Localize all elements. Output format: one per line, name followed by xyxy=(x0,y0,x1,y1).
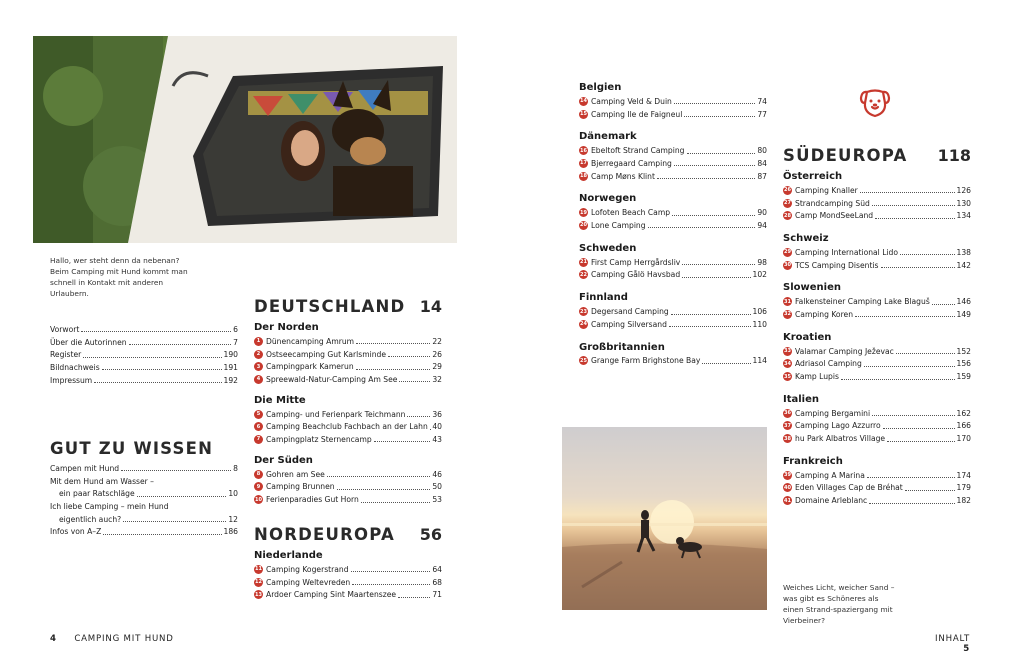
toc-entry[interactable] xyxy=(50,361,238,374)
page-number: 5 xyxy=(963,644,970,654)
dot-leader xyxy=(702,356,750,364)
toc-entry[interactable] xyxy=(50,348,238,361)
toc-entry[interactable] xyxy=(579,206,767,219)
entry-number-badge: 1 xyxy=(254,337,263,346)
entry-label: Degersand Camping xyxy=(591,307,669,317)
entry-page: 98 xyxy=(757,257,767,267)
entry-label: Camping Lago Azzurro xyxy=(795,421,881,431)
entry-number-badge: 4 xyxy=(254,375,263,384)
entry-number-badge: 9 xyxy=(254,482,263,491)
entry-label: Adriasol Camping xyxy=(795,359,862,369)
entry-number-badge: 16 xyxy=(580,147,587,154)
entry-label: Valamar Camping Ježevac xyxy=(795,346,894,356)
entry-label: Infos von A–Z xyxy=(50,527,102,537)
entry-label: Dünencamping Amrum xyxy=(266,336,355,346)
dot-leader xyxy=(102,362,222,370)
toc-entry[interactable] xyxy=(783,407,971,420)
entry-label: Camping Weltevreden xyxy=(266,577,351,587)
entry-page: 53 xyxy=(432,495,442,505)
toc-entry[interactable] xyxy=(783,259,971,272)
entry-number-badge: 31 xyxy=(784,298,791,305)
entry-page: 159 xyxy=(956,372,971,382)
section-title: DEUTSCHLAND xyxy=(254,297,406,316)
entry-page: 191 xyxy=(223,362,238,372)
group-heading: Der Süden xyxy=(254,454,313,466)
entry-label: Ferienparadies Gut Horn xyxy=(266,495,359,505)
entry-page: 40 xyxy=(432,422,442,432)
entry-page: 7 xyxy=(233,337,238,347)
entry-label: Bildnachweis xyxy=(50,362,100,372)
dot-leader xyxy=(864,359,955,367)
dot-leader xyxy=(905,483,955,491)
group-heading: Kroatien xyxy=(783,331,832,343)
entry-page: 110 xyxy=(752,319,767,329)
entry-page: 138 xyxy=(956,247,971,257)
entry-label: Bjerregaard Camping xyxy=(591,158,672,168)
entry-page: 10 xyxy=(228,489,238,499)
entry-label: Campingplatz Sternencamp xyxy=(266,434,372,444)
entry-number-badge: 20 xyxy=(580,222,587,229)
entry-label: Camping Ile de Faigneul xyxy=(591,109,683,119)
entry-label: Camping Brunnen xyxy=(266,482,335,492)
entry-number-badge: 25 xyxy=(580,357,587,364)
toc-entry[interactable] xyxy=(783,432,971,445)
entry-label: hu Park Albatros Village xyxy=(795,434,886,444)
toc-entry[interactable] xyxy=(579,318,767,331)
footer-right xyxy=(912,634,970,654)
entry-label: Camping Veld & Duin xyxy=(591,96,672,106)
entry-label: Vorwort xyxy=(50,324,80,334)
toc-entry[interactable] xyxy=(783,420,971,433)
entry-label: Eden Villages Cap de Bréhat xyxy=(795,483,903,493)
toc-entry[interactable] xyxy=(254,433,442,446)
group-heading: Frankreich xyxy=(783,455,843,467)
entry-number-badge: 10 xyxy=(255,496,262,503)
dot-leader xyxy=(682,270,750,278)
toc-entry[interactable] xyxy=(254,493,442,506)
entry-number-badge: 2 xyxy=(254,350,263,359)
group-heading: Die Mitte xyxy=(254,394,306,406)
entry-label: Spreewald-Natur-Camping Am See xyxy=(266,374,398,384)
footer-left xyxy=(50,634,174,644)
group-heading: Großbritannien xyxy=(579,341,665,353)
beach-illustration xyxy=(562,427,767,610)
entry-page: 8 xyxy=(233,463,238,473)
dot-leader xyxy=(356,362,431,370)
dot-leader xyxy=(671,307,751,315)
dot-leader xyxy=(129,337,232,345)
dot-leader xyxy=(657,171,755,179)
toc-entry[interactable] xyxy=(579,305,767,318)
toc-entry[interactable] xyxy=(254,408,442,421)
entry-number-badge: 17 xyxy=(580,160,587,167)
toc-entry[interactable] xyxy=(579,108,767,121)
entry-label: Camp MondSeeLand xyxy=(795,211,874,221)
entry-page: 77 xyxy=(757,109,767,119)
entry-number-badge: 23 xyxy=(580,308,587,315)
entry-number-badge: 6 xyxy=(254,422,263,431)
dot-leader xyxy=(356,336,430,344)
toc-entry[interactable] xyxy=(254,468,442,481)
entry-label: ein paar Ratschläge xyxy=(59,489,135,499)
group-heading: Italien xyxy=(783,393,820,405)
entry-label: Falkensteiner Camping Lake Blaguš xyxy=(795,297,930,307)
entry-label: Ardoer Camping Sint Maartenszee xyxy=(266,590,397,600)
entry-number-badge: 29 xyxy=(784,249,791,256)
entry-number-badge: 21 xyxy=(580,259,587,266)
toc-entry[interactable] xyxy=(254,348,442,361)
entry-page: 26 xyxy=(432,349,442,359)
entry-label: Camping Kogerstrand xyxy=(266,564,349,574)
dot-leader xyxy=(374,434,431,442)
entry-label: Camping Koren xyxy=(795,309,854,319)
gut-zu-wissen-list xyxy=(50,462,238,538)
entry-label: Camping- und Ferienpark Teichmann xyxy=(266,409,406,419)
nordeuropa-list-left xyxy=(254,550,442,601)
dot-leader xyxy=(883,421,955,429)
toc-entry[interactable] xyxy=(579,219,767,232)
entry-number-badge: 34 xyxy=(784,360,791,367)
front-matter-list xyxy=(50,323,238,386)
entry-page: 94 xyxy=(757,220,767,230)
dot-leader xyxy=(81,324,231,332)
entry-number-badge: 37 xyxy=(784,422,791,429)
dot-leader xyxy=(399,374,430,382)
entry-label: Ich liebe Camping – mein Hund xyxy=(50,501,169,511)
entry-page: 90 xyxy=(757,208,767,218)
dot-leader xyxy=(137,489,227,497)
entry-number-badge: 32 xyxy=(784,311,791,318)
section-page: 14 xyxy=(419,297,442,316)
entry-label: Camping International Lido xyxy=(795,247,899,257)
entry-page: 149 xyxy=(956,309,971,319)
entry-label: Impressum xyxy=(50,375,93,385)
entry-label: Über die Autorinnen xyxy=(50,337,127,347)
group-heading: Österreich xyxy=(783,171,843,182)
entry-label: Strandcamping Süd xyxy=(795,198,870,208)
entry-label: Camping Beachclub Fachbach an der Lahn xyxy=(266,422,428,432)
toc-entry[interactable] xyxy=(254,335,442,348)
section-heading-nordeuropa xyxy=(254,525,442,544)
entry-number-badge: 40 xyxy=(784,484,791,491)
dot-leader xyxy=(867,470,955,478)
group-heading: Schweden xyxy=(579,242,637,254)
van-illustration xyxy=(33,36,457,243)
entry-page: 152 xyxy=(956,346,971,356)
entry-number-badge: 30 xyxy=(784,262,791,269)
toc-entry[interactable] xyxy=(50,525,238,538)
van-caption: Hallo, wer steht denn da nebenan? Beim Camping mit Hund kommt man schnell in Kontakt mit anderen Urlaubern. xyxy=(50,256,188,298)
toc-entry[interactable] xyxy=(254,481,442,494)
entry-label: Kamp Lupis xyxy=(795,372,839,382)
dot-leader xyxy=(674,158,755,166)
dot-leader xyxy=(869,496,954,504)
entry-page: 80 xyxy=(757,146,767,156)
dot-leader xyxy=(103,527,221,535)
toc-entry[interactable] xyxy=(254,576,442,589)
toc-entry[interactable] xyxy=(50,323,238,336)
entry-page: 74 xyxy=(757,96,767,106)
section-page: 56 xyxy=(419,525,442,544)
entry-page: 87 xyxy=(757,171,767,181)
entry-page: 186 xyxy=(223,527,238,537)
entry-number-badge: 26 xyxy=(784,187,791,194)
toc-entry[interactable] xyxy=(783,209,971,222)
entry-label: Mit dem Hund am Wasser – xyxy=(50,476,154,486)
dot-leader xyxy=(352,577,430,585)
entry-page: 32 xyxy=(432,374,442,384)
toc-entry[interactable] xyxy=(254,588,442,601)
running-title: CAMPING MIT HUND xyxy=(74,634,174,644)
entry-label: Campingpark Kamerun xyxy=(266,362,354,372)
section-title: SÜDEUROPA xyxy=(783,146,908,165)
entry-page: 84 xyxy=(757,158,767,168)
dot-leader xyxy=(94,375,221,383)
section-page: 118 xyxy=(937,146,971,165)
toc-entry[interactable] xyxy=(50,336,238,349)
toc-entry[interactable] xyxy=(579,269,767,282)
entry-number-badge: 33 xyxy=(784,348,791,355)
page-number: 4 xyxy=(50,634,57,644)
section-heading-gut-zu-wissen xyxy=(50,439,238,458)
nordeuropa-list-right xyxy=(579,82,767,367)
entry-label: TCS Camping Disentis xyxy=(795,260,879,270)
entry-page: 50 xyxy=(432,482,442,492)
dot-leader xyxy=(337,482,431,490)
entry-page: 126 xyxy=(956,185,971,195)
group-heading: Finnland xyxy=(579,292,628,304)
dot-leader xyxy=(674,96,755,104)
toc-entry[interactable] xyxy=(50,500,238,513)
entry-page: 162 xyxy=(956,408,971,418)
entry-page: 64 xyxy=(432,564,442,574)
entry-label: Camping Silversand xyxy=(591,319,667,329)
entry-page: 29 xyxy=(432,362,442,372)
entry-number-badge: 15 xyxy=(580,111,587,118)
entry-number-badge: 38 xyxy=(784,435,791,442)
dot-leader xyxy=(388,349,430,357)
group-heading: Slowenien xyxy=(783,282,841,294)
entry-page: 102 xyxy=(752,270,767,280)
entry-page: 71 xyxy=(432,590,442,600)
dot-leader xyxy=(648,220,756,228)
toc-entry[interactable] xyxy=(50,513,238,526)
toc-entry[interactable] xyxy=(254,373,442,386)
toc-entry[interactable] xyxy=(50,374,238,387)
entry-number-badge: 24 xyxy=(580,321,587,328)
entry-label: Camping A Marina xyxy=(795,470,865,480)
toc-entry[interactable] xyxy=(783,469,971,482)
dot-leader xyxy=(407,409,430,417)
toc-entry[interactable] xyxy=(254,360,442,373)
dot-leader xyxy=(872,198,955,206)
toc-entry[interactable] xyxy=(783,308,971,321)
dot-leader xyxy=(430,422,431,430)
toc-entry[interactable] xyxy=(579,144,767,157)
entry-label: First Camp Herrgårdsliv xyxy=(591,257,681,267)
group-heading: Schweiz xyxy=(783,233,829,245)
toc-entry[interactable] xyxy=(783,358,971,371)
entry-page: 68 xyxy=(432,577,442,587)
dot-leader xyxy=(687,146,756,154)
dot-leader xyxy=(672,208,755,216)
entry-page: 134 xyxy=(956,211,971,221)
dot-leader xyxy=(872,408,954,416)
section-heading-suedeuropa xyxy=(783,146,971,165)
entry-number-badge: 28 xyxy=(784,212,791,219)
entry-number-badge: 18 xyxy=(580,173,587,180)
entry-number-badge: 11 xyxy=(255,566,262,573)
entry-label: Lofoten Beach Camp xyxy=(591,208,671,218)
dot-leader xyxy=(855,309,954,317)
entry-page: 22 xyxy=(432,336,442,346)
group-heading: Dänemark xyxy=(579,131,637,143)
entry-page: 174 xyxy=(956,470,971,480)
entry-number-badge: 13 xyxy=(255,591,262,598)
section-heading-deutschland xyxy=(254,297,442,316)
running-title: INHALT xyxy=(935,634,970,644)
entry-page: 106 xyxy=(752,307,767,317)
entry-number-badge: 12 xyxy=(255,579,262,586)
toc-entry[interactable] xyxy=(579,256,767,269)
beach-caption: Weiches Licht, weicher Sand – was gibt es Schöneres als einen Strand-spaziergang mit Vierbeiner? xyxy=(783,583,895,625)
dot-leader xyxy=(881,260,955,268)
entry-page: 12 xyxy=(228,514,238,524)
toc-entry[interactable] xyxy=(783,246,971,259)
section-title: NORDEUROPA xyxy=(254,525,395,544)
toc-entry[interactable] xyxy=(579,157,767,170)
dot-leader xyxy=(896,346,955,354)
entry-page: 179 xyxy=(956,483,971,493)
dot-leader xyxy=(900,247,954,255)
toc-entry[interactable] xyxy=(783,494,971,507)
entry-page: 46 xyxy=(432,469,442,479)
toc-entry[interactable] xyxy=(783,345,971,358)
entry-number-badge: 5 xyxy=(254,410,263,419)
toc-entry[interactable] xyxy=(783,370,971,383)
entry-label: Register xyxy=(50,350,82,360)
entry-page: 36 xyxy=(432,409,442,419)
deutschland-list xyxy=(254,322,442,506)
dot-leader xyxy=(121,463,231,471)
entry-number-badge: 27 xyxy=(784,200,791,207)
entry-label: Gohren am See xyxy=(266,469,325,479)
toc-entry[interactable] xyxy=(50,462,238,475)
entry-page: 43 xyxy=(432,434,442,444)
entry-label: Camp Møns Klint xyxy=(591,171,655,181)
entry-label: Camping Gålö Havsbad xyxy=(591,270,681,280)
dot-leader xyxy=(887,434,954,442)
toc-entry[interactable] xyxy=(50,487,238,500)
dot-leader xyxy=(841,372,955,380)
entry-page: 6 xyxy=(233,324,238,334)
section-title: GUT ZU WISSEN xyxy=(50,439,214,458)
entry-page: 192 xyxy=(223,375,238,385)
dog-face-icon xyxy=(858,86,892,120)
dot-leader xyxy=(860,185,955,193)
entry-number-badge: 36 xyxy=(784,410,791,417)
dot-leader xyxy=(875,211,954,219)
entry-number-badge: 19 xyxy=(580,209,587,216)
dot-leader xyxy=(682,257,755,265)
toc-entry[interactable] xyxy=(783,295,971,308)
toc-entry[interactable] xyxy=(579,170,767,183)
photo-van-window xyxy=(33,36,457,243)
photo-beach-walk xyxy=(562,427,767,610)
entry-page: 182 xyxy=(956,496,971,506)
dot-leader xyxy=(123,514,226,522)
entry-label: Lone Camping xyxy=(591,220,646,230)
entry-label: Ebeltoft Strand Camping xyxy=(591,146,685,156)
entry-number-badge: 22 xyxy=(580,271,587,278)
dot-leader xyxy=(669,319,751,327)
entry-page: 114 xyxy=(752,356,767,366)
entry-page: 190 xyxy=(223,350,238,360)
entry-page: 130 xyxy=(956,198,971,208)
dot-leader xyxy=(684,109,755,117)
entry-label: eigentlich auch? xyxy=(59,514,122,524)
entry-page: 170 xyxy=(956,434,971,444)
entry-label: Camping Knaller xyxy=(795,185,858,195)
toc-entry[interactable] xyxy=(50,475,238,488)
dot-leader xyxy=(83,350,221,358)
entry-number-badge: 35 xyxy=(784,373,791,380)
entry-number-badge: 14 xyxy=(580,98,587,105)
group-heading: Belgien xyxy=(579,82,622,93)
dot-leader xyxy=(351,564,431,572)
entry-label: Grange Farm Brighstone Bay xyxy=(591,356,701,366)
entry-number-badge: 41 xyxy=(784,497,791,504)
entry-number-badge: 39 xyxy=(784,472,791,479)
dot-leader xyxy=(932,297,955,305)
toc-entry[interactable] xyxy=(579,355,767,368)
entry-label: Domaine Arleblanc xyxy=(795,496,868,506)
entry-label: Camping Bergamini xyxy=(795,408,871,418)
group-heading: Der Norden xyxy=(254,322,319,333)
toc-entry[interactable] xyxy=(783,184,971,197)
entry-page: 142 xyxy=(956,260,971,270)
entry-page: 166 xyxy=(956,421,971,431)
toc-entry[interactable] xyxy=(783,482,971,495)
entry-label: Campen mit Hund xyxy=(50,463,120,473)
toc-entry[interactable] xyxy=(783,197,971,210)
entry-page: 146 xyxy=(956,297,971,307)
toc-entry[interactable] xyxy=(254,420,442,433)
group-heading: Niederlande xyxy=(254,550,323,561)
entry-number-badge: 7 xyxy=(254,435,263,444)
entry-page: 156 xyxy=(956,359,971,369)
suedeuropa-list xyxy=(783,171,971,507)
dot-leader xyxy=(361,495,431,503)
entry-label: Ostseecamping Gut Karlsminde xyxy=(266,349,387,359)
toc-entry[interactable] xyxy=(579,95,767,108)
entry-number-badge: 8 xyxy=(254,470,263,479)
dot-leader xyxy=(398,590,430,598)
dot-leader xyxy=(327,469,431,477)
entry-number-badge: 3 xyxy=(254,362,263,371)
toc-entry[interactable] xyxy=(254,563,442,576)
group-heading: Norwegen xyxy=(579,193,637,205)
